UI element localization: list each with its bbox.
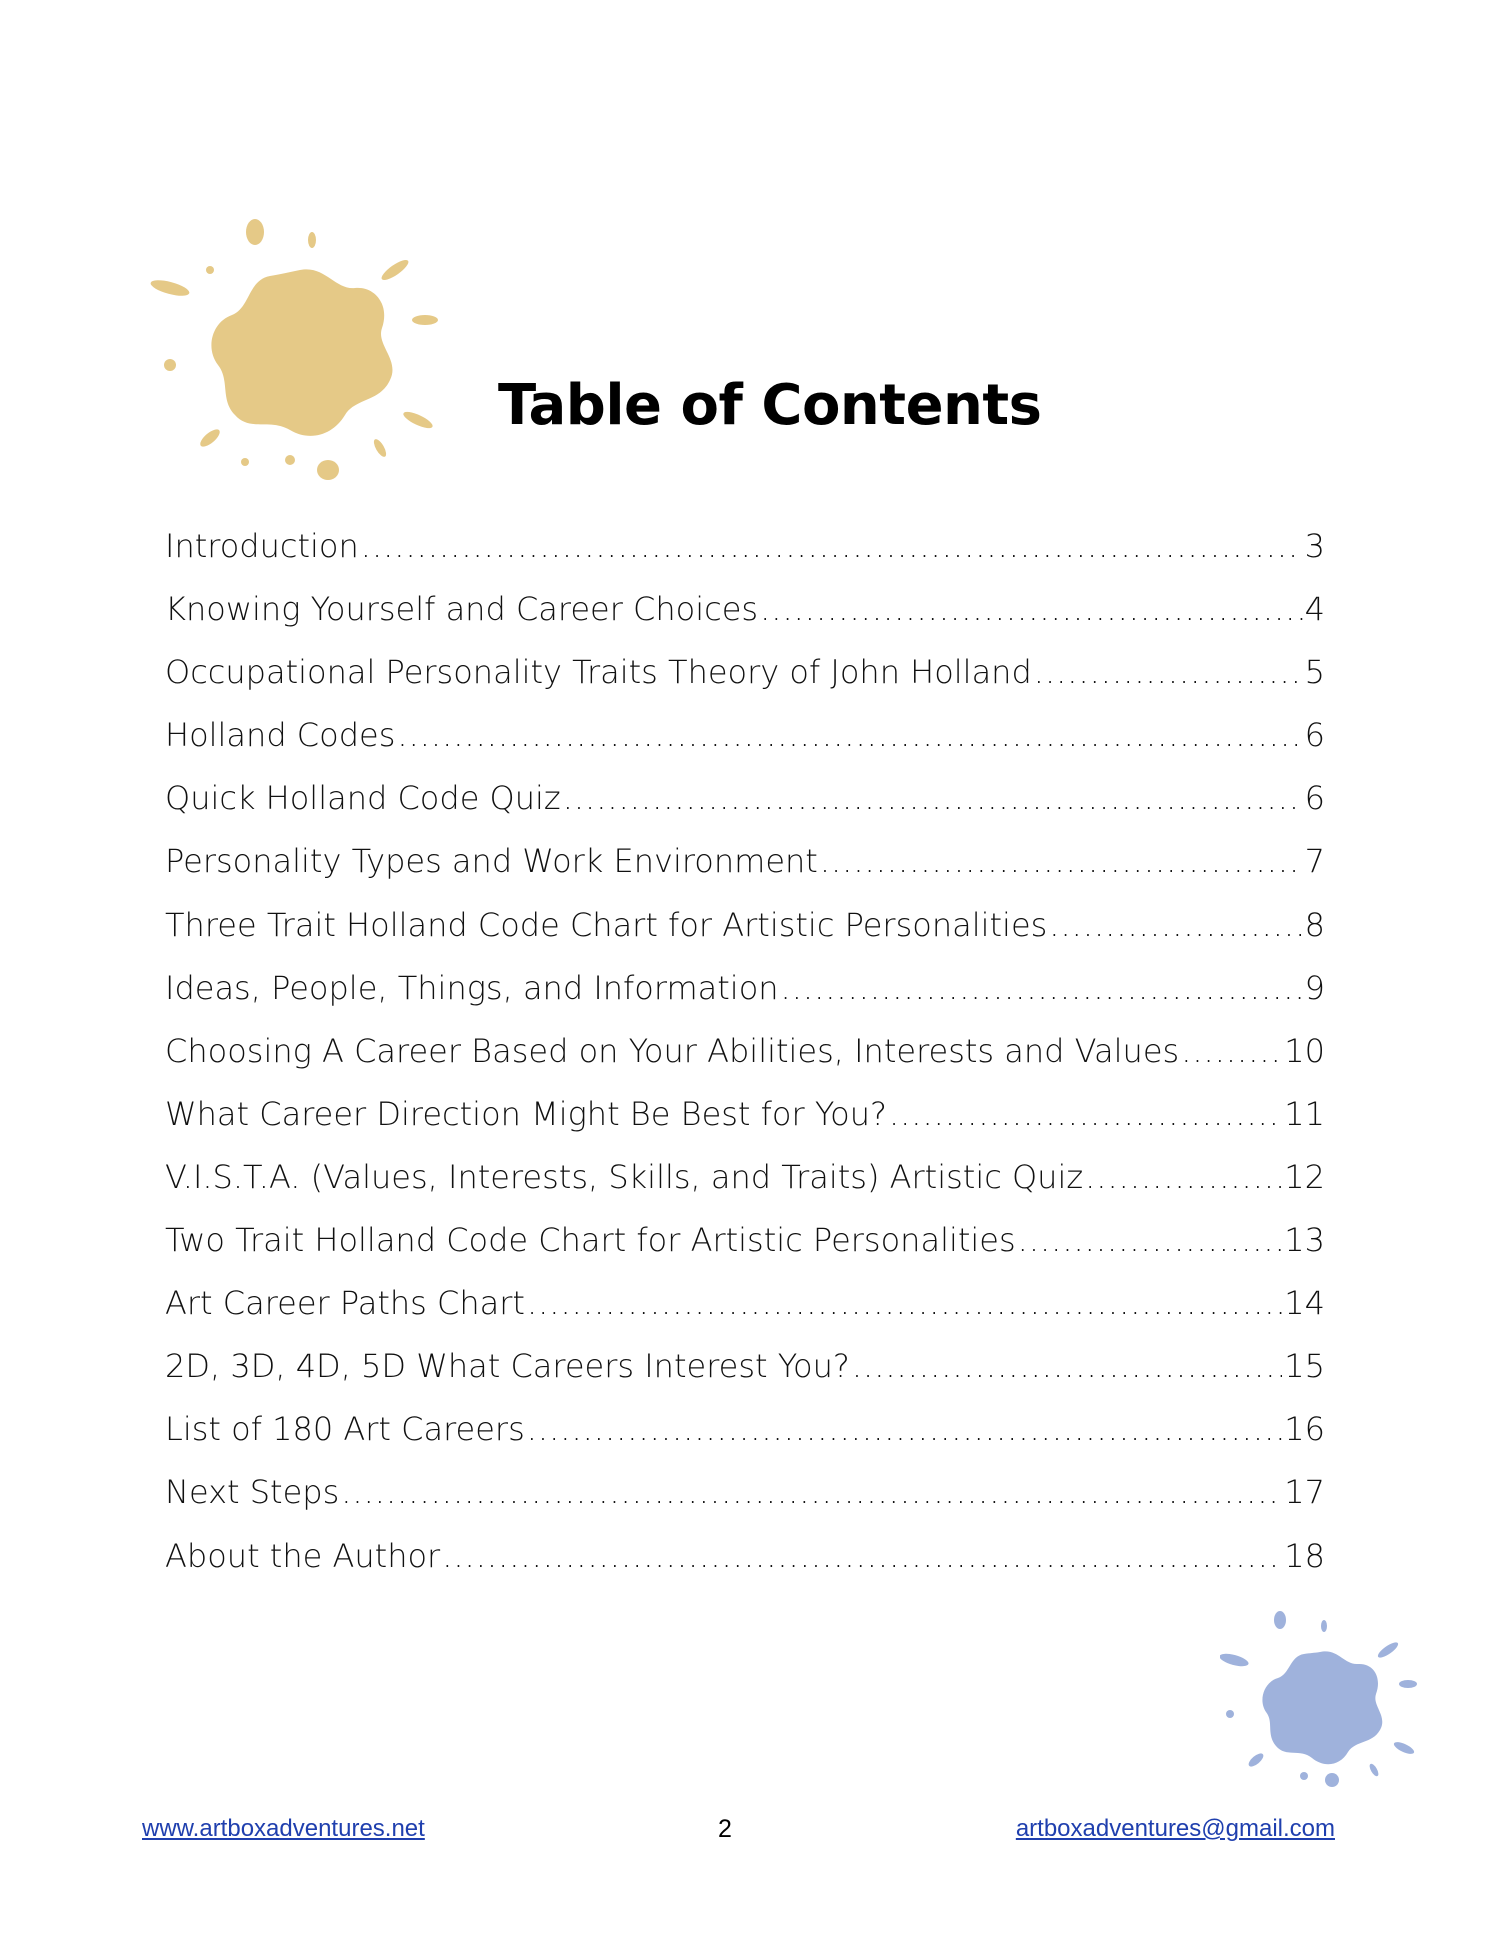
toc-entry-title: Introduction (165, 527, 359, 565)
toc-entry-page: 4 (1304, 590, 1325, 629)
dot-leader (527, 1272, 1282, 1335)
toc-entry[interactable] (165, 767, 1325, 830)
table-of-contents (165, 515, 1325, 1588)
toc-entry-page: 12 (1284, 1157, 1325, 1196)
dot-leader (397, 704, 1302, 767)
toc-entry-page: 5 (1304, 653, 1325, 692)
dot-leader (527, 1398, 1283, 1461)
toc-entry[interactable] (165, 578, 1325, 641)
toc-entry[interactable] (165, 1146, 1325, 1209)
toc-entry-title: About the Author (165, 1536, 441, 1575)
dot-leader (889, 1083, 1282, 1146)
toc-entry-title: Quick Holland Code Quiz (165, 779, 561, 818)
toc-entry-page: 9 (1304, 968, 1325, 1007)
toc-entry-title: Holland Codes (165, 716, 396, 755)
toc-entry-title: Knowing Yourself and Career Choices (165, 590, 759, 629)
dot-leader (852, 1335, 1282, 1398)
dot-leader (760, 578, 1303, 641)
email-link[interactable]: artboxadventures@gmail.com (1015, 1815, 1335, 1842)
gold-paint-splash-icon (150, 210, 450, 480)
dot-leader (361, 515, 1303, 578)
toc-entry-page: 6 (1304, 779, 1325, 818)
toc-entry-page: 11 (1284, 1094, 1325, 1133)
toc-entry[interactable] (165, 704, 1325, 767)
toc-entry-title: 2D, 3D, 4D, 5D What Careers Interest You? (165, 1347, 850, 1386)
toc-entry[interactable] (165, 1083, 1325, 1146)
toc-entry[interactable] (165, 1461, 1325, 1524)
toc-entry-title: V.I.S.T.A. (Values, Interests, Skills, and Traits) Artistic Quiz (165, 1157, 1084, 1196)
dot-leader (563, 767, 1303, 830)
toc-entry-page: 13 (1284, 1221, 1325, 1260)
toc-entry-page: 7 (1304, 842, 1325, 881)
dot-leader (1085, 1146, 1282, 1209)
toc-entry[interactable] (165, 641, 1325, 704)
toc-entry[interactable] (165, 1335, 1325, 1398)
toc-entry-page: 8 (1304, 905, 1325, 944)
toc-entry[interactable] (165, 1209, 1325, 1272)
toc-entry-title: Personality Types and Work Environment (165, 842, 818, 881)
toc-entry-title: Next Steps (165, 1473, 340, 1512)
toc-entry-title: List of 180 Art Careers (165, 1410, 525, 1449)
toc-entry[interactable] (165, 1272, 1325, 1335)
toc-entry-page: 14 (1284, 1284, 1325, 1323)
toc-entry-page: 18 (1284, 1536, 1325, 1575)
website-link[interactable]: www.artboxadventures.net (142, 1815, 425, 1842)
toc-entry-page: 16 (1284, 1410, 1325, 1449)
toc-entry-page: 15 (1284, 1347, 1325, 1386)
toc-entry[interactable] (165, 1398, 1325, 1461)
toc-entry[interactable] (165, 1525, 1325, 1588)
toc-entry[interactable] (165, 1020, 1325, 1083)
dot-leader (820, 830, 1303, 893)
toc-entry-title: Choosing A Career Based on Your Abilities, Interests and Values (165, 1031, 1180, 1070)
page-title: Table of Contents (498, 373, 1042, 438)
toc-entry[interactable] (165, 830, 1325, 893)
dot-leader (1181, 1020, 1282, 1083)
toc-entry[interactable] (165, 957, 1325, 1020)
dot-leader (1018, 1209, 1283, 1272)
dot-leader (442, 1525, 1282, 1588)
toc-entry-page: 10 (1284, 1031, 1325, 1070)
toc-entry-title: Occupational Personality Traits Theory of John Holland (165, 653, 1032, 692)
dot-leader (1049, 894, 1302, 957)
blue-paint-splash-icon (1220, 1610, 1420, 1790)
dot-leader (1034, 641, 1303, 704)
toc-entry-page: 6 (1304, 716, 1325, 755)
toc-entry-title: Art Career Paths Chart (165, 1284, 525, 1323)
toc-entry[interactable] (165, 515, 1325, 578)
page-number: 2 (718, 1815, 732, 1843)
toc-entry-page: 17 (1284, 1473, 1325, 1512)
toc-entry-title: Three Trait Holland Code Chart for Artistic Personalities (165, 905, 1048, 944)
toc-entry-page: 3 (1304, 527, 1325, 565)
toc-entry-title: Ideas, People, Things, and Information (165, 968, 779, 1007)
dot-leader (341, 1461, 1282, 1524)
toc-entry-title: Two Trait Holland Code Chart for Artistic Personalities (165, 1221, 1016, 1260)
toc-entry[interactable] (165, 894, 1325, 957)
dot-leader (781, 957, 1303, 1020)
toc-entry-title: What Career Direction Might Be Best for You? (165, 1094, 887, 1133)
